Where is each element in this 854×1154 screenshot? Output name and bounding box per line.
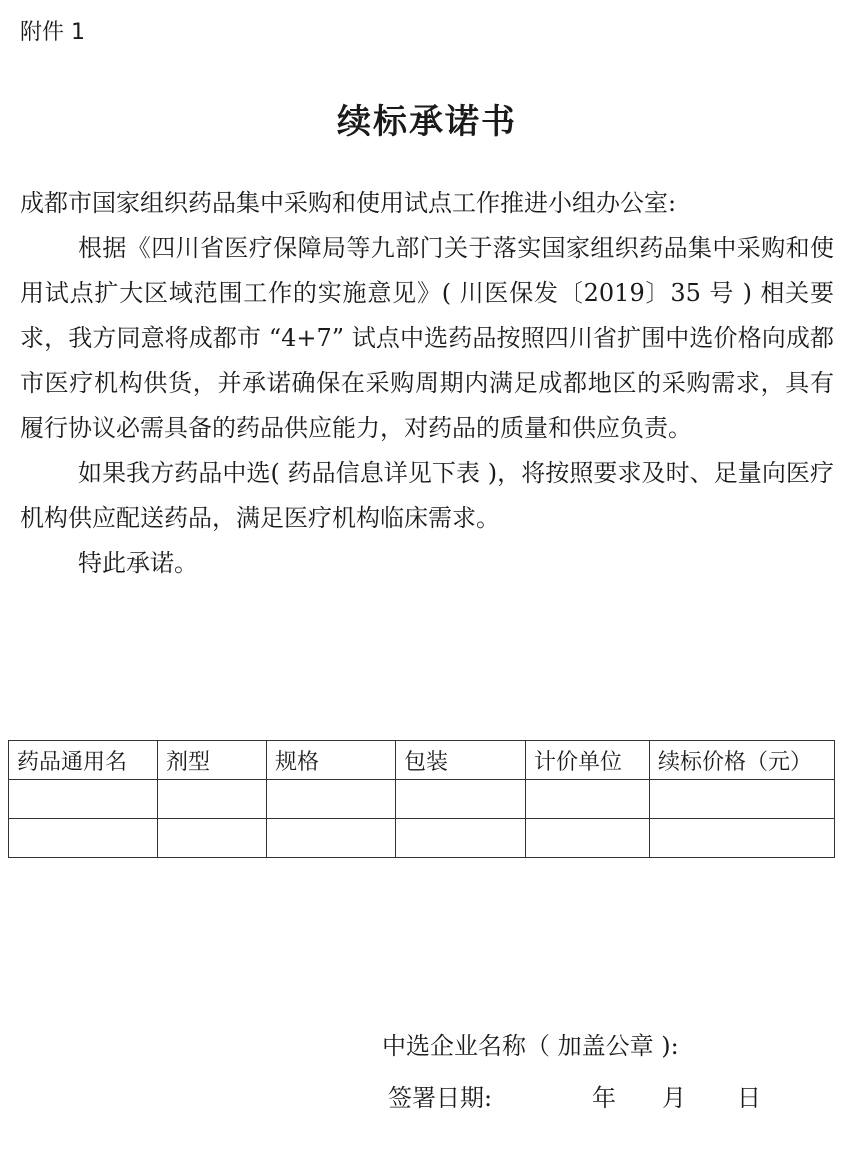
table-header-dosage-form: 剂型 [158, 741, 267, 780]
table-header-row [9, 741, 835, 780]
drug-info-table [8, 740, 835, 858]
table-cell [267, 819, 396, 858]
table-header-specification: 规格 [267, 741, 396, 780]
table-header-packaging: 包装 [396, 741, 526, 780]
table-cell [526, 819, 650, 858]
month-label: 月 [662, 1084, 686, 1112]
letter-paragraph-3: 特此承诺。 [78, 549, 198, 577]
letter-body [20, 181, 834, 586]
document-title: 续标承诺书 [337, 102, 517, 142]
letter-paragraph-1: 根据《四川省医疗保障局等九部门关于落实国家组织药品集中采购和使用试点扩大区域范围工作的实施意见》( 川医保发〔2019〕35 号 ) 相关要求，我方同意将成都市 “4+7” 试点中选药品按照四川省扩围中选价格向成都市医疗机构供货，并承诺确保在采购周期内满足成都地区的采购需求，具有履行协议必需具备的药品供应能力，对药品的质量和供应负责。 [20, 234, 834, 442]
table-row [9, 819, 835, 858]
table-cell [650, 780, 835, 819]
table-header-drug-name: 药品通用名 [9, 741, 158, 780]
table-cell [158, 780, 267, 819]
table-cell [396, 819, 526, 858]
table-cell [9, 780, 158, 819]
table-cell [396, 780, 526, 819]
company-name-label: 中选企业名称（ 加盖公章 ): [382, 1032, 679, 1060]
table-cell [650, 819, 835, 858]
letter-salutation: 成都市国家组织药品集中采购和使用试点工作推进小组办公室: [20, 189, 677, 217]
table-header-renewal-price: 续标价格（元） [650, 741, 835, 780]
signing-date-label: 签署日期: [388, 1084, 493, 1112]
table-cell [9, 819, 158, 858]
attachment-label: 附件 1 [20, 20, 85, 45]
table-cell [526, 780, 650, 819]
year-label: 年 [592, 1084, 616, 1112]
day-label: 日 [737, 1084, 761, 1112]
table-cell [267, 780, 396, 819]
letter-paragraph-2: 如果我方药品中选( 药品信息详见下表 )，将按照要求及时、足量向医疗机构供应配送药品，满足医疗机构临床需求。 [20, 459, 834, 532]
table-row [9, 780, 835, 819]
table-cell [158, 819, 267, 858]
table-header-pricing-unit: 计价单位 [526, 741, 650, 780]
